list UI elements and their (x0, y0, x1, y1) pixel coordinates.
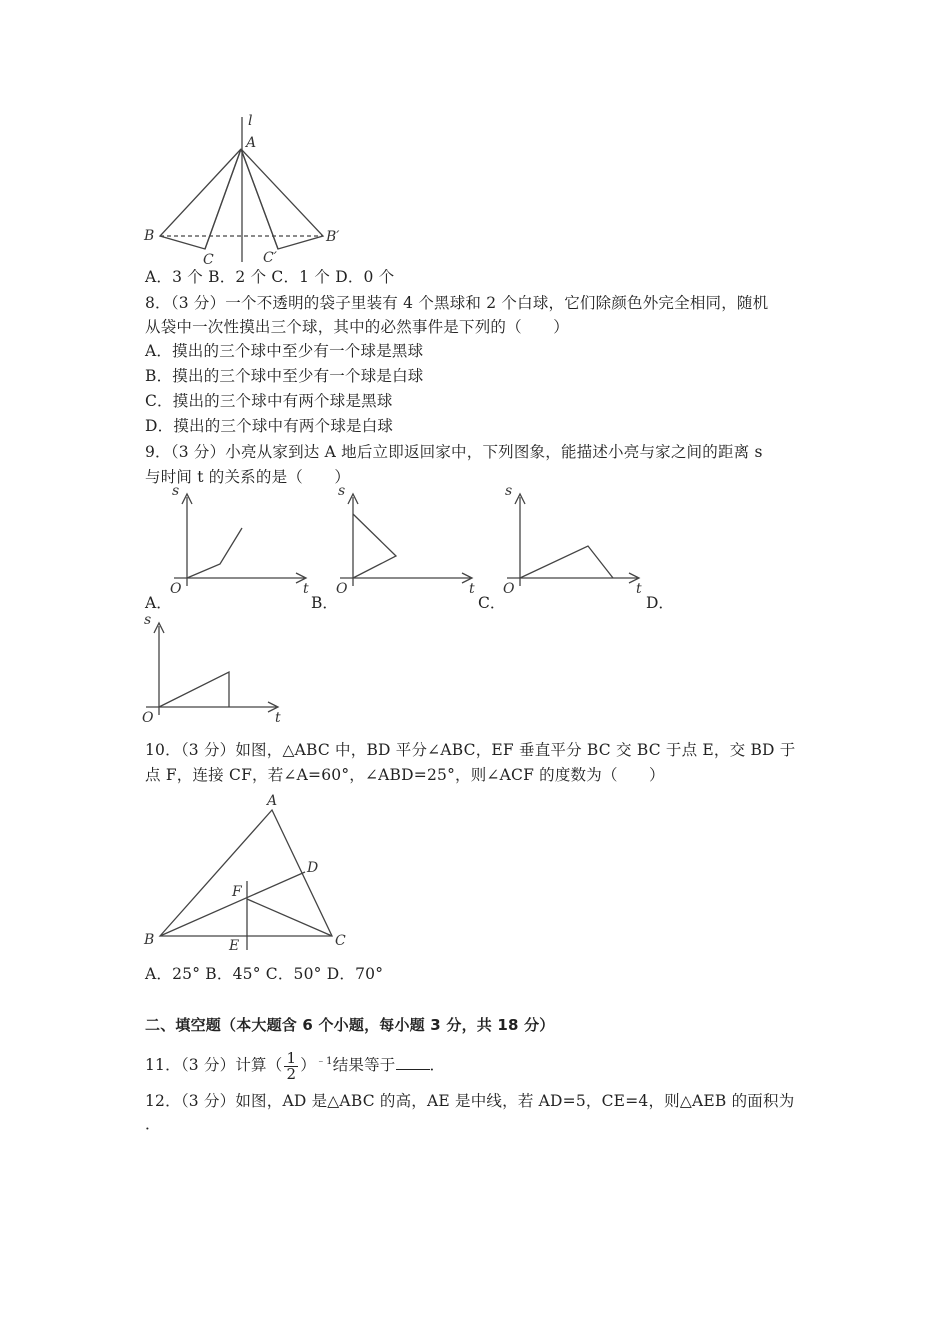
q8-option-d: D．摸出的三个球中有两个球是白球 (145, 417, 394, 435)
q11-fraction (284, 1048, 298, 1083)
q10-figure (140, 790, 360, 955)
q9-graph-a (160, 483, 320, 595)
q9-graph-c (493, 483, 653, 595)
fig7-label-c-prime: C′ (263, 250, 277, 266)
q9-option-d-label: D． (646, 594, 674, 612)
q9-option-c-label: C． (478, 594, 506, 612)
q8-stem-line2: 从袋中一次性摸出三个球，其中的必然事件是下列的（ ） (145, 318, 569, 336)
q10-options: A．25° B．45° C．50° D．70° (145, 965, 384, 983)
q8-option-a: A．摸出的三个球中至少有一个球是黑球 (145, 342, 424, 360)
q7-figure (140, 112, 355, 267)
fig10-label-f: F (232, 884, 242, 900)
fig10-label-e: E (229, 938, 240, 954)
graph-a-label-o: O (170, 581, 182, 595)
q9-option-a-label: A． (145, 594, 172, 612)
fig7-label-b: B (144, 228, 155, 244)
graph-d-label-s: s (144, 612, 152, 628)
graph-a-label-s: s (172, 483, 180, 499)
graph-d-label-t: t (275, 710, 281, 726)
q11-mid: ） (300, 1056, 316, 1075)
q10-stem-line2: 点 F，连接 CF，若∠A=60°，∠ABD=25°，则∠ACF 的度数为（ ） (145, 766, 665, 784)
graph-a-label-t: t (303, 581, 309, 595)
fig7-label-a: A (246, 135, 257, 151)
section-2-title: 二、填空题（本大题含 6 个小题，每小题 3 分，共 18 分） (145, 1016, 555, 1034)
fig10-label-a: A (267, 793, 278, 809)
q9-stem-line2: 与时间 t 的关系的是（ ） (145, 468, 351, 486)
fig10-label-c: C (335, 933, 346, 949)
graph-b-label-o: O (336, 581, 348, 595)
q11-prefix: 11．（3 分）计算（ (145, 1056, 283, 1075)
q10-stem-line1: 10．（3 分）如图，△ABC 中，BD 平分∠ABC，EF 垂直平分 BC 交 BC 于点 E，交 BD 于 (145, 741, 796, 759)
q11-end: ． (429, 1056, 446, 1075)
q9-option-b-label: B． (311, 594, 338, 612)
q11-line (145, 1045, 445, 1082)
fig7-label-l: l (248, 113, 253, 129)
q11-suffix: 结果等于 (332, 1056, 396, 1075)
q12-stem-line1: 12．（3 分）如图，AD 是△ABC 的高，AE 是中线，若 AD=5，CE=4，则△AEB 的面积为 (145, 1092, 795, 1110)
q9-graph-b (326, 483, 486, 595)
graph-c-label-t: t (636, 581, 642, 595)
q12-stem-line2: ． (145, 1115, 161, 1133)
fig10-label-d: D (307, 860, 319, 876)
q8-option-c: C．摸出的三个球中有两个球是黑球 (145, 392, 393, 410)
q11-answer-blank (396, 1055, 430, 1070)
q11-fraction-denominator: 2 (286, 1064, 297, 1083)
fig7-label-c: C (203, 252, 214, 267)
q11-fraction-numerator: 1 (286, 1048, 297, 1067)
graph-c-label-o: O (503, 581, 515, 595)
q9-stem-line1: 9．（3 分）小亮从家到达 A 地后立即返回家中，下列图象，能描述小亮与家之间的距离 s (145, 443, 763, 461)
q8-stem-line1: 8．（3 分）一个不透明的袋子里装有 4 个黑球和 2 个白球，它们除颜色外完全相同，随机 (145, 294, 769, 312)
q7-options: A．3 个 B．2 个 C．1 个 D．0 个 (145, 268, 395, 286)
graph-b-label-s: s (338, 483, 346, 499)
fig7-label-b-prime: B′ (326, 229, 340, 245)
q9-graph-d (132, 612, 292, 727)
q8-option-b: B．摸出的三个球中至少有一个球是白球 (145, 367, 424, 385)
graph-d-label-o: O (142, 710, 154, 726)
graph-c-label-s: s (505, 483, 513, 499)
q11-exponent: ﹣1 (315, 1056, 333, 1067)
fig10-label-b: B (144, 932, 155, 948)
graph-b-label-t: t (469, 581, 475, 595)
